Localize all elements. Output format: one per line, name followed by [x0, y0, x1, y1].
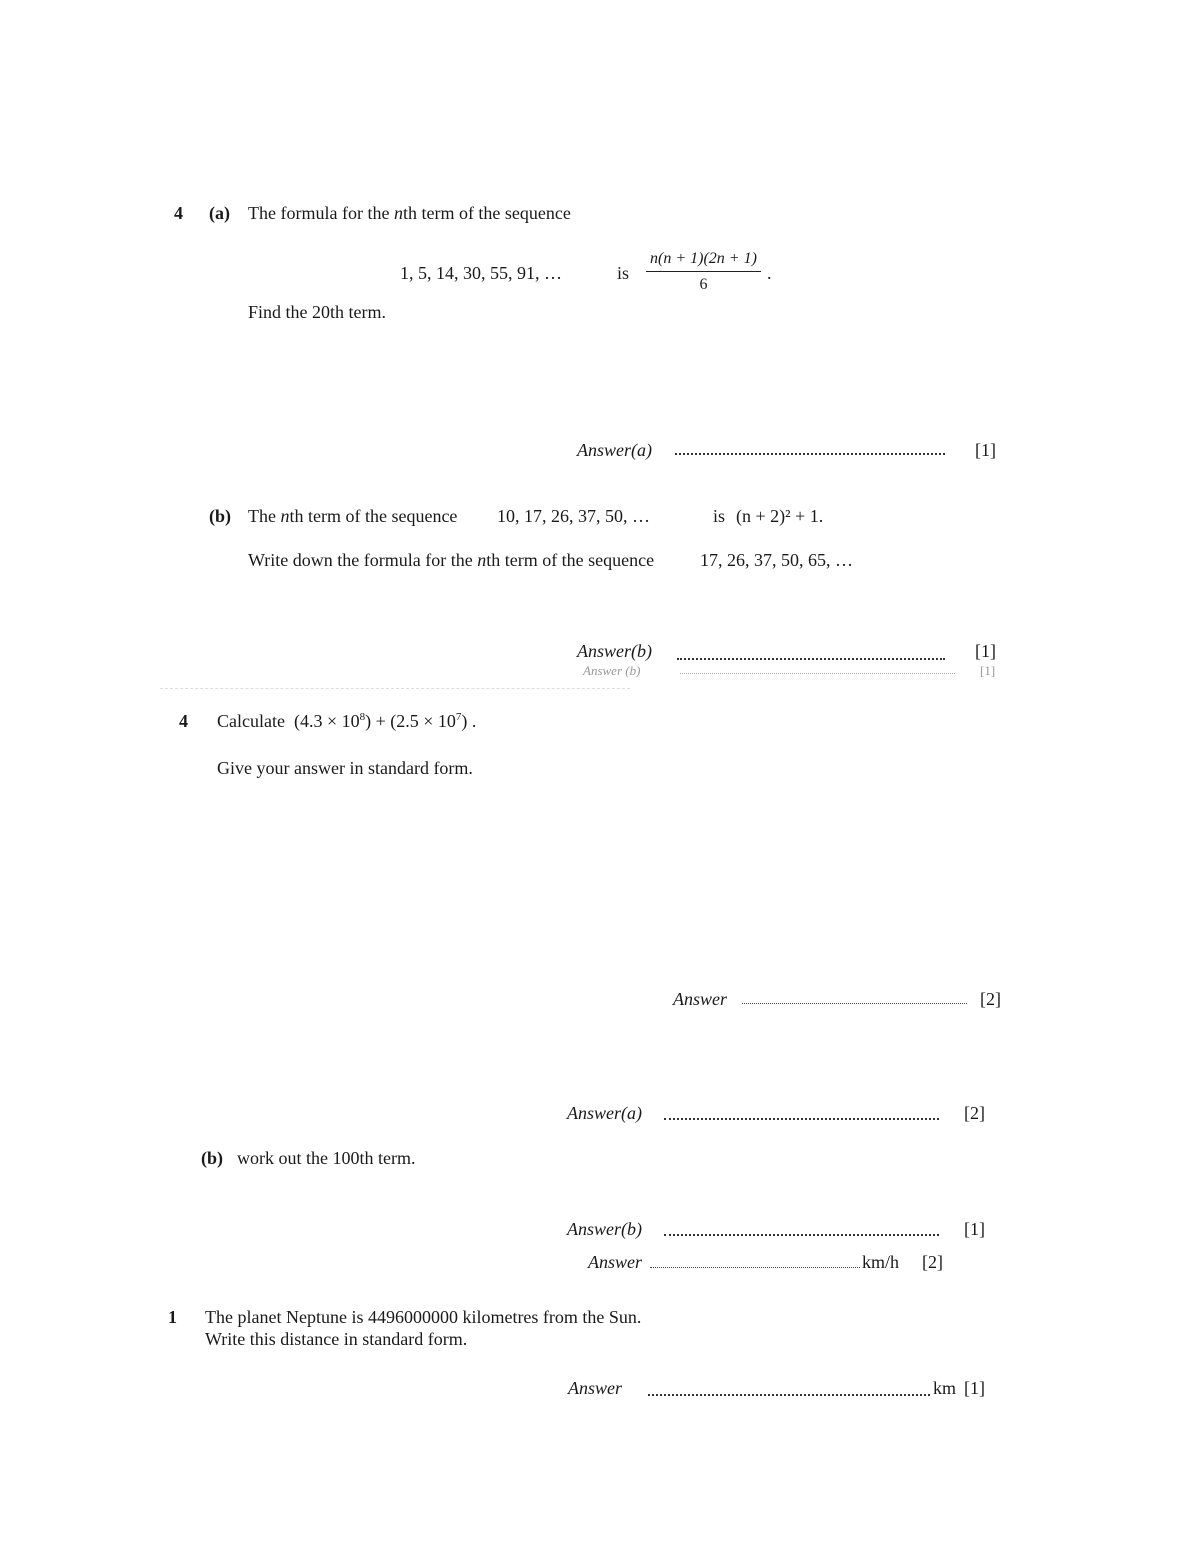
- divider: [160, 688, 630, 689]
- answer-line-4b[interactable]: [677, 658, 945, 660]
- sequence-text: 17, 26, 37, 50, 65, …: [700, 550, 853, 570]
- marks-label: [1]: [964, 1219, 985, 1239]
- instruction-text: Give your answer in standard form.: [217, 758, 473, 778]
- is-word: is: [617, 263, 630, 283]
- answer-line-fragment-b[interactable]: [664, 1234, 939, 1236]
- answer-label: Answer(b): [577, 641, 652, 661]
- instruction-text: Write this distance in standard form.: [205, 1329, 468, 1349]
- answer-label: Answer: [673, 989, 727, 1009]
- answer-label: Answer(a): [577, 440, 652, 460]
- marks-label: [1]: [975, 440, 996, 460]
- sequence-text: 1, 5, 14, 30, 55, 91, …: [400, 263, 562, 283]
- answer-line-q1[interactable]: [648, 1394, 930, 1396]
- marks-label: [2]: [922, 1252, 943, 1272]
- sequence-text: 10, 17, 26, 37, 50, …: [497, 506, 650, 526]
- answer-line-4a[interactable]: [675, 453, 945, 455]
- ghost-answer-line: [680, 673, 955, 674]
- answer-label: Answer: [568, 1378, 622, 1398]
- question-text: work out the 100th term.: [237, 1148, 416, 1168]
- answer-label: Answer(a): [567, 1103, 642, 1123]
- answer-line-fragment-a[interactable]: [664, 1118, 939, 1120]
- marks-label: [1]: [964, 1378, 985, 1398]
- answer-label: Answer: [588, 1252, 642, 1272]
- unit-label: km/h: [862, 1252, 900, 1272]
- unit-label: km: [933, 1378, 957, 1398]
- question-number: 1: [168, 1307, 177, 1327]
- answer-line-speed[interactable]: [650, 1267, 860, 1268]
- question-text: Write down the formula for the nth term of the sequence: [248, 550, 655, 570]
- question-text: The formula for the nth term of the sequence: [248, 203, 571, 223]
- is-word: is: [713, 506, 726, 526]
- ghost-answer-label: Answer (b): [583, 663, 641, 678]
- nth-term-formula: n(n + 1)(2n + 1) 6: [646, 250, 761, 294]
- part-label: (a): [209, 203, 230, 223]
- marks-label: [2]: [964, 1103, 985, 1123]
- calculate-text: Calculate $(4.3 \times 10^8) + (2.5 \times 10^7)$ .: [217, 711, 477, 731]
- instruction-text: Find the 20th term.: [248, 302, 386, 322]
- question-number: 4: [174, 203, 183, 223]
- question-text: The planet Neptune is 4496000000 kilometres from the Sun.: [205, 1307, 642, 1327]
- ghost-marks: [1]: [980, 663, 996, 678]
- question-text: The nth term of the sequence: [248, 506, 458, 526]
- part-label: (b): [201, 1148, 223, 1168]
- marks-label: [2]: [980, 989, 1001, 1009]
- marks-label: [1]: [975, 641, 996, 661]
- answer-line-4c[interactable]: [742, 1003, 967, 1004]
- answer-label: Answer(b): [567, 1219, 642, 1239]
- part-label: (b): [209, 506, 231, 526]
- nth-term-formula: (n + 2)² + 1.: [736, 506, 824, 526]
- question-number: 4: [179, 711, 188, 731]
